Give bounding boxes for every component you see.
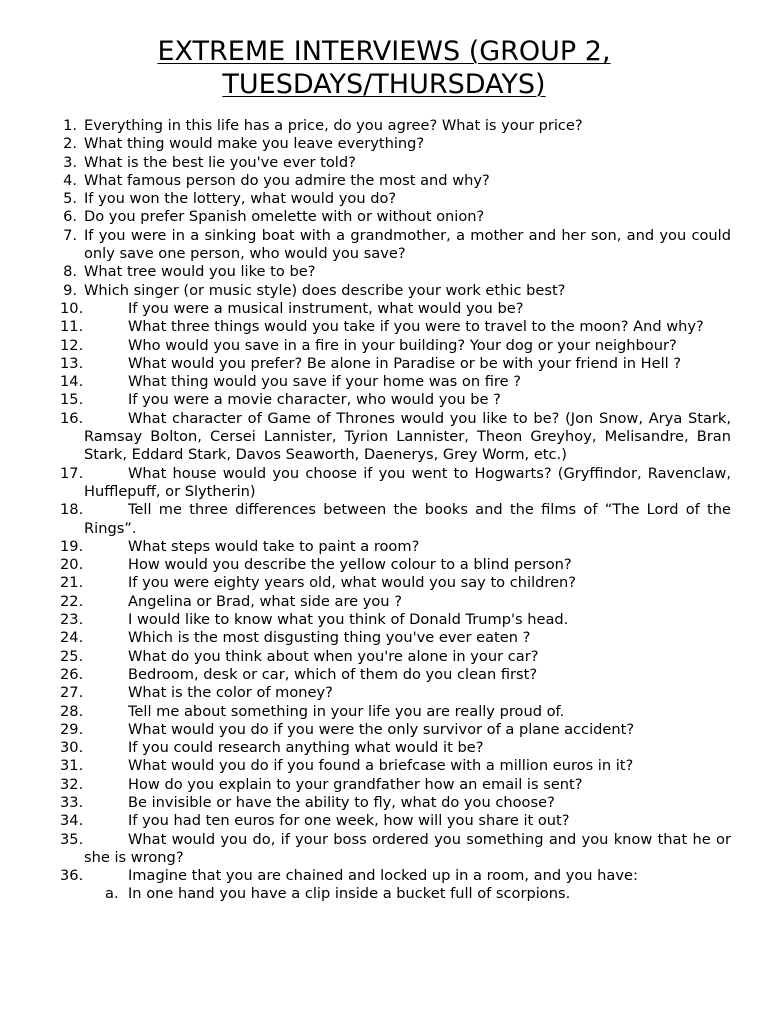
question-text: What is the best lie you've ever told?	[84, 153, 356, 171]
question-number: 30.	[60, 739, 84, 757]
question-number: 25.	[60, 647, 84, 665]
list-item	[0, 190, 731, 208]
question-text: What would you do if you found a briefcase with a million euros in it?	[128, 757, 634, 775]
question-text: If you could research anything what would it be?	[128, 739, 484, 757]
list-item	[0, 593, 731, 611]
question-text: If you had ten euros for one week, how will you share it out?	[128, 812, 570, 830]
list-item	[0, 373, 731, 391]
question-text: Tell me three differences between the books and the films of “The Lord of the Rings”.	[84, 501, 731, 537]
question-text: What house would you choose if you went to Hogwarts? (Gryffindor, Ravenclaw, Hufflepuff, or Slytherin)	[84, 464, 731, 500]
question-number: 4.	[63, 171, 77, 189]
question-text: What steps would take to paint a room?	[128, 537, 420, 555]
list-item	[0, 263, 731, 281]
list-item	[0, 318, 731, 336]
title-line-2: TUESDAYS/THURSDAYS)	[222, 69, 546, 100]
list-item	[0, 556, 731, 574]
list-item	[0, 703, 731, 721]
list-item	[0, 812, 731, 830]
question-number: 15.	[60, 391, 84, 409]
question-number: 20.	[60, 556, 84, 574]
question-number: 32.	[60, 775, 84, 793]
list-item	[0, 721, 731, 739]
list-item	[0, 794, 731, 812]
question-text: What character of Game of Thrones would you like to be? (Jon Snow, Arya Stark, Ramsay Bolton, Cersei Lannister, Tyrion Lannister, Theon Greyhoy, Melisandre, Bran Stark, Eddard Stark, Davos Seaworth, Daenerys, Grey Worm, etc.)	[84, 409, 731, 464]
question-number: 11.	[60, 318, 84, 336]
list-item	[0, 666, 731, 684]
list-item	[0, 355, 731, 373]
question-text: Tell me about something in your life you are really proud of.	[128, 702, 565, 720]
list-item	[0, 465, 731, 502]
question-number: 29.	[60, 720, 84, 738]
sub-item-letter: a.	[105, 885, 119, 903]
question-number: 22.	[60, 592, 84, 610]
list-item	[0, 867, 731, 885]
question-text: If you won the lottery, what would you do?	[84, 190, 397, 208]
list-item	[0, 684, 731, 702]
list-item	[0, 611, 731, 629]
question-number: 18.	[60, 501, 84, 519]
question-text: If you were eighty years old, what would you say to children?	[128, 574, 577, 592]
question-number: 1.	[63, 117, 77, 134]
list-item	[0, 135, 731, 153]
list-item	[0, 337, 731, 355]
question-text: What famous person do you admire the most and why?	[84, 171, 490, 189]
page-title	[0, 35, 768, 101]
sub-item-text: In one hand you have a clip inside a bucket full of scorpions.	[128, 885, 571, 903]
list-item	[0, 391, 731, 409]
list-item	[0, 648, 731, 666]
list-item	[0, 757, 731, 775]
list-item	[0, 776, 731, 794]
question-number: 16.	[60, 409, 84, 427]
question-number: 12.	[60, 336, 84, 354]
list-item	[0, 208, 731, 226]
question-text: What three things would you take if you were to travel to the moon? And why?	[128, 318, 704, 336]
question-number: 26.	[60, 665, 84, 683]
question-text: Angelina or Brad, what side are you ?	[128, 592, 402, 610]
list-item	[0, 117, 731, 135]
question-text: What thing would you save if your home was on fire ?	[128, 373, 521, 391]
question-list	[0, 117, 768, 904]
question-number: 14.	[60, 373, 84, 391]
list-item	[0, 410, 731, 465]
question-number: 35.	[60, 830, 84, 848]
question-text: If you were a movie character, who would you be ?	[128, 391, 501, 409]
question-text: What do you think about when you're alone in your car?	[128, 647, 539, 665]
question-number: 36.	[60, 867, 84, 885]
question-text: How would you describe the yellow colour to a blind person?	[128, 556, 572, 574]
question-text: If you were a musical instrument, what would you be?	[128, 299, 524, 317]
question-number: 31.	[60, 757, 84, 775]
question-text: Which singer (or music style) does describe your work ethic best?	[84, 281, 566, 299]
question-text: What would you do, if your boss ordered you something and you know that he or she is wrong?	[84, 830, 731, 866]
question-number: 10.	[60, 299, 84, 317]
question-number: 7.	[63, 226, 77, 244]
title-line-1: EXTREME INTERVIEWS (GROUP 2,	[157, 36, 611, 67]
question-number: 19.	[60, 537, 84, 555]
list-item	[0, 227, 731, 264]
question-text: I would like to know what you think of Donald Trump's head.	[128, 611, 569, 629]
question-number: 8.	[63, 263, 77, 281]
question-number: 28.	[60, 702, 84, 720]
question-text: Everything in this life has a price, do you agree? What is your price?	[84, 117, 583, 134]
question-text: What tree would you like to be?	[84, 263, 316, 281]
question-number: 23.	[60, 611, 84, 629]
question-number: 34.	[60, 812, 84, 830]
list-item	[0, 501, 731, 538]
question-text: What would you prefer? Be alone in Paradise or be with your friend in Hell ?	[128, 354, 682, 372]
list-item	[0, 739, 731, 757]
question-text: Who would you save in a fire in your building? Your dog or your neighbour?	[128, 336, 677, 354]
question-number: 21.	[60, 574, 84, 592]
question-text: What is the color of money?	[128, 684, 333, 702]
list-item	[0, 831, 731, 868]
question-text: Which is the most disgusting thing you've ever eaten ?	[128, 629, 531, 647]
question-number: 24.	[60, 629, 84, 647]
question-number: 5.	[63, 190, 77, 208]
list-item	[0, 629, 731, 647]
question-text: Bedroom, desk or car, which of them do you clean first?	[128, 665, 538, 683]
question-text: Be invisible or have the ability to fly, what do you choose?	[128, 793, 555, 811]
question-text: What would you do if you were the only survivor of a plane accident?	[128, 720, 635, 738]
list-item	[0, 538, 731, 556]
question-text: If you were in a sinking boat with a grandmother, a mother and her son, and you could only save one person, who would you save?	[84, 226, 731, 263]
question-text: How do you explain to your grandfather how an email is sent?	[128, 775, 583, 793]
question-text: Imagine that you are chained and locked up in a room, and you have:	[128, 867, 638, 885]
question-number: 9.	[63, 281, 77, 299]
question-number: 27.	[60, 684, 84, 702]
sub-list-item	[0, 885, 731, 903]
question-number: 3.	[63, 153, 77, 171]
list-item	[0, 154, 731, 172]
question-number: 33.	[60, 793, 84, 811]
list-item	[0, 300, 731, 318]
question-number: 6.	[63, 208, 77, 226]
question-number: 17.	[60, 464, 84, 482]
question-text: Do you prefer Spanish omelette with or without onion?	[84, 208, 485, 226]
list-item	[0, 282, 731, 300]
list-item	[0, 172, 731, 190]
question-text: What thing would make you leave everything?	[84, 135, 425, 153]
question-number: 2.	[63, 135, 77, 153]
list-item	[0, 574, 731, 592]
question-number: 13.	[60, 354, 84, 372]
